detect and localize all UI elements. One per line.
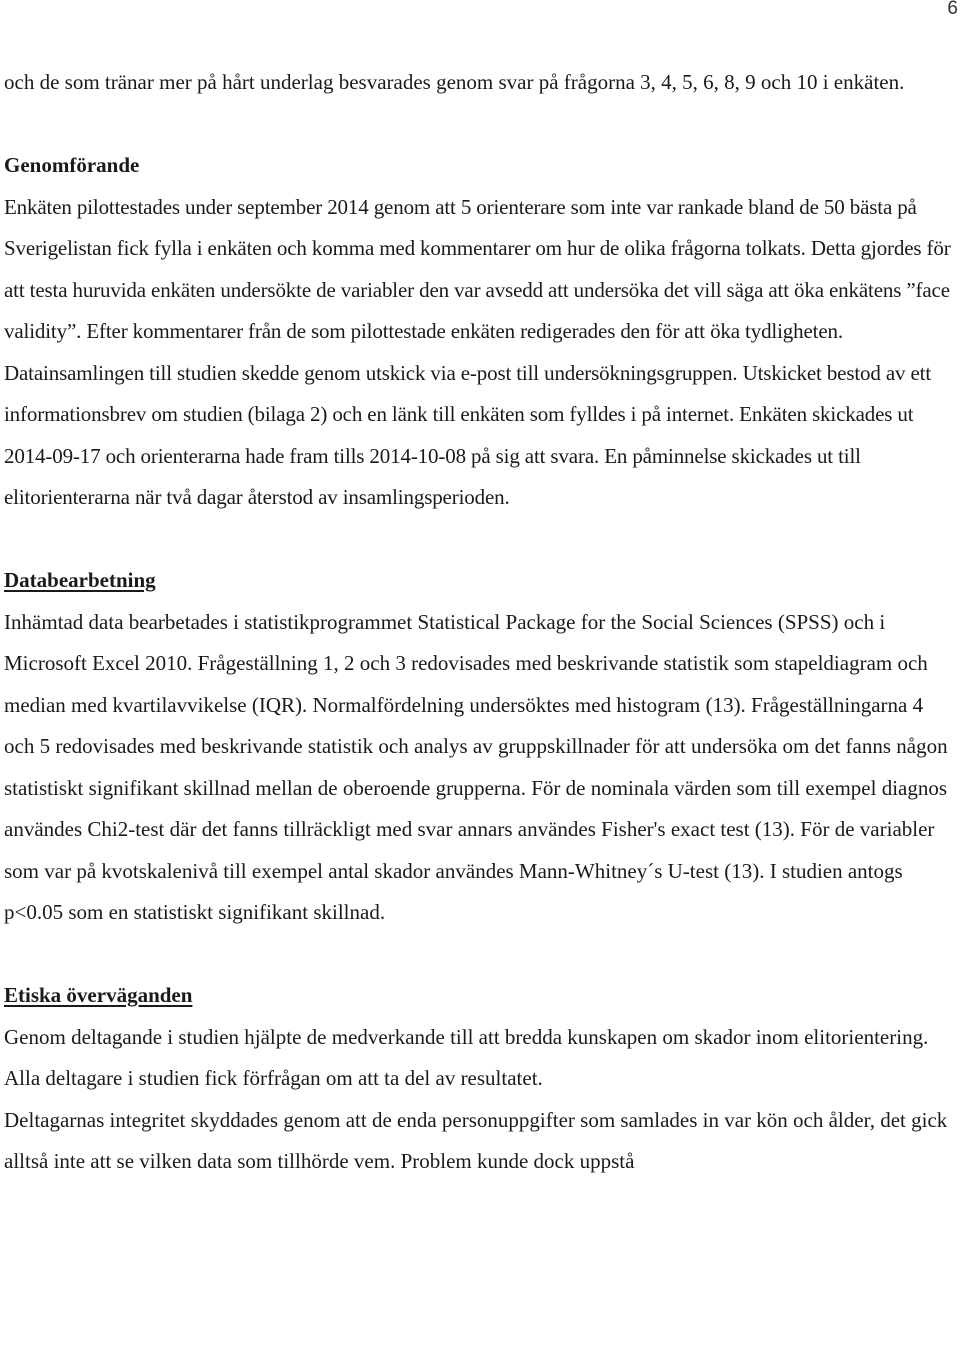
section-heading-databearbetning: Databearbetning <box>4 568 156 592</box>
section-genomforande <box>4 145 954 519</box>
section-etiska <box>4 975 954 1183</box>
section-databearbetning <box>4 560 954 934</box>
paragraph-gap <box>4 104 954 146</box>
intro-paragraph: och de som tränar mer på hårt underlag besvarades genom svar på frågorna 3, 4, 5, 6, 8, 9 och 10 i enkäten. <box>4 70 905 94</box>
etiska-paragraph-1: Genom deltagande i studien hjälpte de medverkande till att bredda kunskapen om skador inom elitorientering. Alla deltagare i studien fick förfrågan om att ta del av resultatet. <box>4 1024 929 1090</box>
section-heading-etiska: Etiska överväganden <box>4 983 193 1007</box>
document-body <box>4 62 954 1183</box>
genomforande-paragraph-1: Enkäten pilottestades under september 2014 genom att 5 orienterare som inte var rankade bland de 50 bästa på Sverigelistan fick fylla i enkäten och komma med kommentarer om hur de olika frågorna tolkats. Detta gjordes för att testa huruvida enkäten undersökte de variabler den var avsedd att undersöka det vill säga att öka enkätens ”face validity”. Efter kommentarer från de som pilottestade enkäten redigerades den för att öka tydligheten. <box>4 194 951 343</box>
section-heading-genomforande: Genomförande <box>4 153 140 177</box>
genomforande-paragraph-2: Datainsamlingen till studien skedde genom utskick via e-post till undersökningsgruppen. Utskicket bestod av ett informationsbrev om studien (bilaga 2) och en länk till enkäten som fylldes i på internet. Enkäten skickades ut 2014-09-17 och orienterarna hade fram tills 2014-10-08 på sig att svara. En påminnelse skickades ut till elitorienterarna när två dagar återstod av insamlingsperioden. <box>4 360 932 509</box>
paragraph-gap <box>4 934 954 976</box>
paragraph-gap <box>4 519 954 561</box>
databearbetning-paragraph: Inhämtad data bearbetades i statistikprogrammet Statistical Package for the Social Sciences (SPSS) och i Microsoft Excel 2010. Frågeställning 1, 2 och 3 redovisades med beskrivande statistik som stapeldiagram och median med kvartilavvikelse (IQR). Normalfördelning undersöktes med histogram (13). Frågeställningarna 4 och 5 redovisades med beskrivande statistik och analys av gruppskillnader för att undersöka om det fanns någon statistiskt signifikant skillnad mellan de oberoende grupperna. För de nominala värden som till exempel diagnos användes Chi2-test där det fanns tillräckligt med svar annars användes Fisher's exact test (13). För de variabler som var på kvotskalenivå till exempel antal skador användes Mann-Whitney´s U-test (13). I studien antogs p<0.05 som en statistiskt signifikant skillnad. <box>4 609 948 924</box>
page-number: 6 <box>947 0 958 19</box>
etiska-paragraph-2: Deltagarnas integritet skyddades genom att de enda personuppgifter som samlades in var kön och ålder, det gick alltså inte att se vilken data som tillhörde vem. Problem kunde dock uppstå <box>4 1107 948 1173</box>
